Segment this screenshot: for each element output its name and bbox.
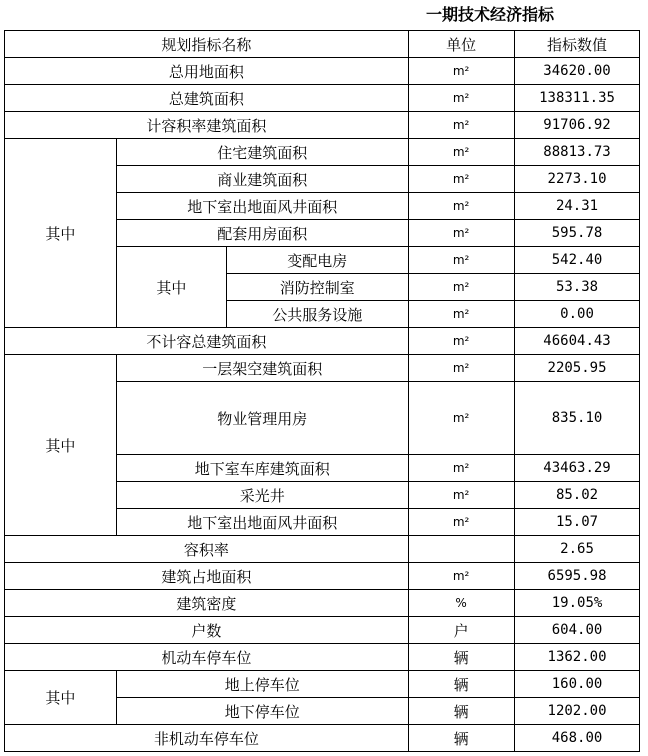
row-name: 地下室出地面风井面积 — [116, 193, 408, 220]
technical-economic-indicators-table — [4, 30, 648, 752]
row-unit: % — [408, 590, 514, 617]
row-name: 地下室出地面风井面积 — [116, 509, 408, 536]
row-unit: 辆 — [408, 725, 514, 752]
row-name: 总建筑面积 — [5, 85, 409, 112]
row-unit: m² — [408, 58, 514, 85]
table-row — [5, 85, 648, 112]
row-unit: m² — [408, 112, 514, 139]
table-row — [5, 536, 648, 563]
row-value: 2273.10 — [514, 166, 640, 193]
row-unit: m² — [408, 355, 514, 382]
row-name: 不计容总建筑面积 — [5, 328, 409, 355]
row-value: 468.00 — [514, 725, 640, 752]
row-unit: m² — [408, 563, 514, 590]
row-unit: m² — [408, 382, 514, 455]
row-name: 总用地面积 — [5, 58, 409, 85]
row-name: 物业管理用房 — [116, 382, 408, 455]
row-value: 24.31 — [514, 193, 640, 220]
row-unit: 辆 — [408, 698, 514, 725]
table-row — [5, 563, 648, 590]
row-unit: 辆 — [408, 671, 514, 698]
row-unit: m² — [408, 247, 514, 274]
table-row — [5, 139, 648, 166]
row-value: 43463.29 — [514, 455, 640, 482]
row-unit: m² — [408, 482, 514, 509]
row-value: 2.65 — [514, 536, 640, 563]
table-row — [5, 644, 648, 671]
row-unit: m² — [408, 455, 514, 482]
row-value: 1202.00 — [514, 698, 640, 725]
row-unit: m² — [408, 193, 514, 220]
row-name: 建筑占地面积 — [5, 563, 409, 590]
row-value: 542.40 — [514, 247, 640, 274]
row-name: 公共服务设施 — [226, 301, 408, 328]
header-value: 指标数值 — [514, 31, 640, 58]
group-label: 其中 — [5, 139, 117, 328]
row-name: 机动车停车位 — [5, 644, 409, 671]
row-unit — [408, 536, 514, 563]
row-value: 15.07 — [514, 509, 640, 536]
row-name: 住宅建筑面积 — [116, 139, 408, 166]
row-unit: m² — [408, 166, 514, 193]
row-value: 46604.43 — [514, 328, 640, 355]
row-value: 88813.73 — [514, 139, 640, 166]
row-name: 地下停车位 — [116, 698, 408, 725]
row-name: 商业建筑面积 — [116, 166, 408, 193]
row-unit: m² — [408, 139, 514, 166]
row-value: 0.00 — [514, 301, 640, 328]
table-row — [5, 590, 648, 617]
table-row — [5, 355, 648, 382]
table-row — [5, 328, 648, 355]
row-name: 配套用房面积 — [116, 220, 408, 247]
row-value: 34620.00 — [514, 58, 640, 85]
header-unit: 单位 — [408, 31, 514, 58]
row-value: 85.02 — [514, 482, 640, 509]
row-value: 91706.92 — [514, 112, 640, 139]
row-name: 容积率 — [5, 536, 409, 563]
row-name: 户数 — [5, 617, 409, 644]
table-row — [5, 58, 648, 85]
row-value: 1362.00 — [514, 644, 640, 671]
row-unit: 辆 — [408, 644, 514, 671]
row-name: 地下室车库建筑面积 — [116, 455, 408, 482]
right-edge-cell — [640, 31, 648, 752]
table-title: 一期技术经济指标 — [425, 5, 554, 24]
row-name: 变配电房 — [226, 247, 408, 274]
header-name: 规划指标名称 — [5, 31, 409, 58]
row-name: 地上停车位 — [116, 671, 408, 698]
row-name: 计容积率建筑面积 — [5, 112, 409, 139]
row-value: 595.78 — [514, 220, 640, 247]
row-unit: m² — [408, 301, 514, 328]
row-name: 消防控制室 — [226, 274, 408, 301]
row-unit: m² — [408, 220, 514, 247]
row-unit: m² — [408, 509, 514, 536]
table-row — [5, 725, 648, 752]
table-row — [5, 112, 648, 139]
table-row — [5, 617, 648, 644]
table-row — [5, 671, 648, 698]
group-label: 其中 — [5, 355, 117, 536]
row-value: 6595.98 — [514, 563, 640, 590]
row-unit: m² — [408, 85, 514, 112]
row-name: 非机动车停车位 — [5, 725, 409, 752]
table-header-row — [5, 31, 648, 58]
row-value: 19.05% — [514, 590, 640, 617]
row-value: 160.00 — [514, 671, 640, 698]
row-value: 53.38 — [514, 274, 640, 301]
subgroup-label: 其中 — [116, 247, 226, 328]
row-unit: m² — [408, 328, 514, 355]
row-value: 835.10 — [514, 382, 640, 455]
row-unit: 户 — [408, 617, 514, 644]
row-unit: m² — [408, 274, 514, 301]
row-value: 138311.35 — [514, 85, 640, 112]
row-value: 2205.95 — [514, 355, 640, 382]
row-value: 604.00 — [514, 617, 640, 644]
row-name: 采光井 — [116, 482, 408, 509]
group-label: 其中 — [5, 671, 117, 725]
row-name: 一层架空建筑面积 — [116, 355, 408, 382]
row-name: 建筑密度 — [5, 590, 409, 617]
